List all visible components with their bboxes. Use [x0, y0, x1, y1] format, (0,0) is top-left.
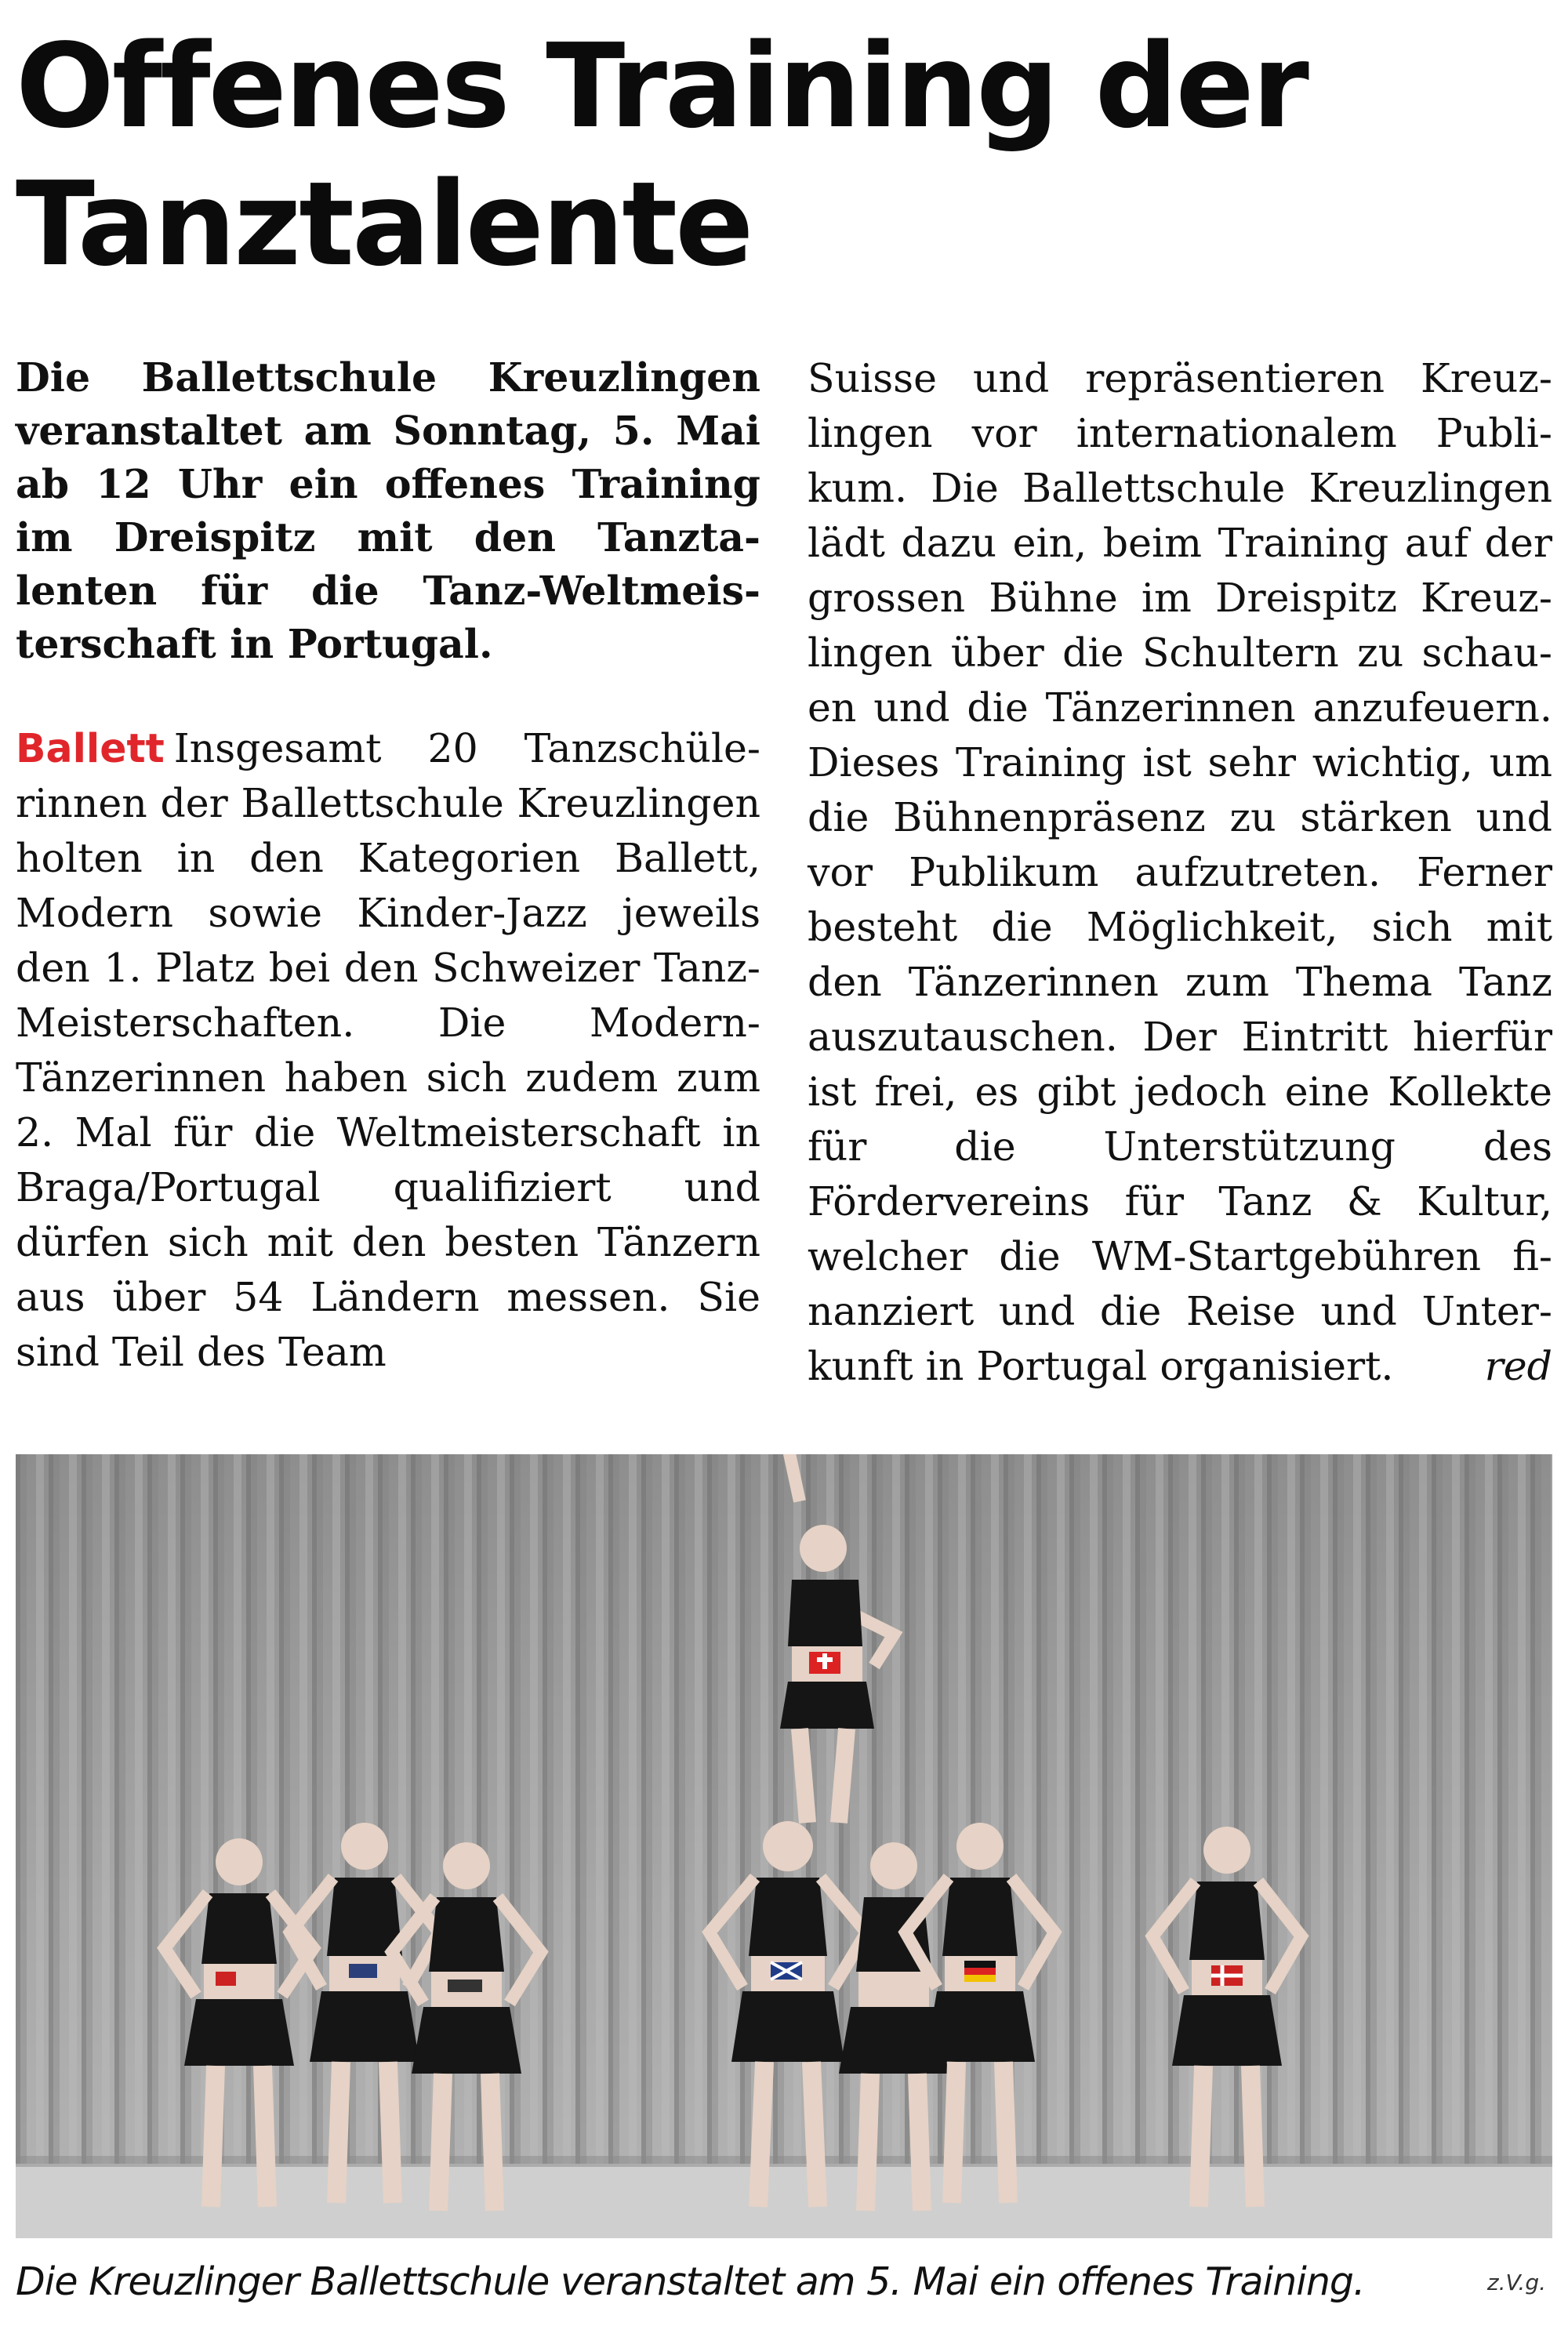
- dance-photo-illustration: [16, 1454, 1552, 2238]
- section-kicker: Ballett: [16, 725, 165, 771]
- lead-paragraph: Die Ballettschule Kreuzlingen veranstaltet am Sonntag, 5. Mai ab 12 Uhr ein offenes Training im Dreispitz mit den Tanztalenten für die Tanz-Weltmeisterschaft in Portugal.: [16, 354, 760, 667]
- body-paragraph-left: [16, 721, 760, 1380]
- photo-credit: z.V.g.: [1486, 2270, 1546, 2295]
- body-paragraph-right: [808, 351, 1552, 1394]
- body-text-left: Insgesamt 20 Tanzschülerinnen der Ballettschule Kreuzlingen holten in den Kategorien Ballett, Modern sowie Kinder-Jazz jeweils den 1. Platz bei den Schweizer Tanz-Meisterschaften. Die Modern-Tänzerinnen haben sich zudem zum 2. Mal für die Weltmeisterschaft in Braga/Portugal qualifiziert und dürfen sich mit den besten Tänzern aus über 54 Ländern messen. Sie sind Teil des Team: [16, 725, 760, 1375]
- author-signature: red: [1484, 1343, 1552, 1389]
- article-column-left: [16, 351, 760, 1380]
- article-column-right: [808, 351, 1552, 1394]
- headline: Offenes Training der Tanztalente: [16, 19, 1307, 292]
- dance-photo: [16, 1454, 1552, 2238]
- photo-caption: Die Kreuzlinger Ballettschule veranstaltet am 5. Mai ein offenes Training.: [16, 2259, 1365, 2304]
- body-text-right: Suisse und repräsentieren Kreuzlingen vor internationalem Publikum. Die Ballettschule Kreuzlingen lädt dazu ein, beim Training auf der grossen Bühne im Dreispitz Kreuzlingen über die Schultern zu schauen und die Tänzerinnen anzufeuern. Dieses Training ist sehr wichtig, um die Bühnenpräsenz zu stärken und vor Publikum aufzutreten. Ferner besteht die Möglichkeit, sich mit den Tänzerinnen zum Thema Tanz auszutauschen. Der Eintritt hierfür ist frei, es gibt jedoch eine Kollekte für die Unterstützung des Fördervereins für Tanz & Kultur, welcher die WM-Startgebühren finanziert und die Reise und Unterkunft in Portugal organisiert.: [808, 355, 1552, 1389]
